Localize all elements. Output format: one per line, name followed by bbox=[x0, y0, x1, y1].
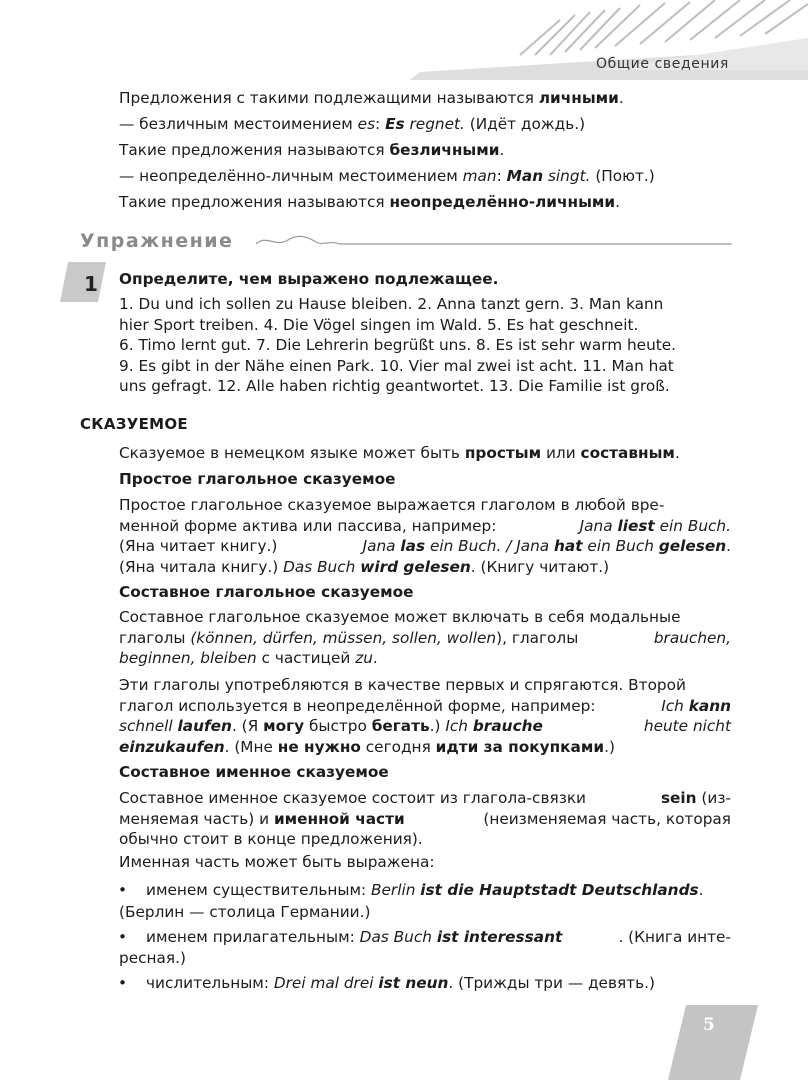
intro-line-3: Такие предложения называются безличными. bbox=[119, 141, 505, 159]
exercise-heading-rule bbox=[254, 230, 734, 250]
exercise-number: 1 bbox=[84, 272, 98, 296]
bullet-2-line-1: именем прилагательным: Das Buch ist interessant . (Книга инте- bbox=[146, 928, 731, 946]
compound-verbal-text-2: Эти глаголы употребляются в качестве первых и спрягаются. Второй глагол используется в неопределённой форме, например: Ich kann schnell laufen. (Я могу быстро бегать.) Ich brauche heute nicht einzukaufen . (Мне не нужно сегодня идти за покупками .) bbox=[119, 676, 731, 756]
exercise-task: Определите, чем выражено подлежащее. bbox=[119, 270, 499, 288]
section-title: СКАЗУЕМОЕ bbox=[80, 415, 188, 433]
bullet-dot-icon: • bbox=[118, 928, 128, 946]
bullet-1-line-1: именем существительным: Berlin ist die Hauptstadt Deutschlands. bbox=[146, 881, 704, 899]
page-number: 5 bbox=[703, 1015, 715, 1035]
bullet-dot-icon: • bbox=[118, 974, 128, 992]
intro-line-1: Предложения с такими подлежащими называются личными. bbox=[119, 89, 624, 107]
nominal-part-intro: Именная часть может быть выражена: bbox=[119, 853, 435, 871]
bullet-2-line-2: ресная.) bbox=[119, 949, 186, 967]
exercise-line: 9. Es gibt in der Nähe einen Park. 10. Vier mal zwei ist acht. 11. Man hat bbox=[119, 356, 674, 375]
compound-nominal-text: Составное именное сказуемое состоит из глагола-связки sein (из- меняемая часть) и именной части (неизменяемая часть, которая обычно стоит в конце предложения). bbox=[119, 789, 731, 848]
simple-predicate-title: Простое глагольное сказуемое bbox=[119, 470, 396, 488]
exercise-line: 1. Du und ich sollen zu Hause bleiben. 2. Anna tanzt gern. 3. Man kann bbox=[119, 295, 664, 313]
bullet-1-line-2: (Берлин — столица Германии.) bbox=[119, 903, 371, 921]
exercise-line: 6. Timo lernt gut. 7. Die Lehrerin begrüßt uns. 8. Es ist sehr warm heute. bbox=[119, 336, 677, 354]
exercise-label: Упражнение bbox=[80, 230, 234, 252]
exercise-line: hier Sport treiben. 4. Die Vögel singen im Wald. 5. Es hat geschneit. bbox=[119, 315, 639, 334]
predicate-intro: Сказуемое в немецком языке может быть простым или составным. bbox=[119, 444, 680, 462]
simple-predicate-text: Простое глагольное сказуемое выражается глаголом в любой вре- менной форме актива или пассива, например: Jana liest ein Buch. (Яна читает книгу.) Jana las ein Buch. / Jana hat ein Buch gelesen. (Яна читала книгу.) Das Buch wird gelesen . (Книгу читают.) bbox=[119, 496, 731, 576]
compound-verbal-title: Составное глагольное сказуемое bbox=[119, 583, 414, 601]
intro-line-5: Такие предложения называются неопределённо-личными. bbox=[119, 193, 621, 211]
compound-nominal-title: Составное именное сказуемое bbox=[119, 763, 389, 781]
intro-line-4: — неопределённо-личным местоимением man: Man singt. (Поют.) bbox=[119, 167, 655, 185]
bullet-dot-icon: • bbox=[118, 881, 128, 899]
running-title: Общие сведения bbox=[596, 56, 729, 72]
intro-line-2: — безличным местоимением es: Es regnet. (Идёт дождь.) bbox=[119, 115, 586, 133]
bullet-3-line-1: числительным: Drei mal drei ist neun. (Трижды три — девять.) bbox=[146, 974, 655, 992]
exercise-sentences bbox=[119, 294, 731, 397]
exercise-line: uns gefragt. 12. Alle haben richtig geantwortet. 13. Die Familie ist groß. bbox=[119, 377, 670, 395]
compound-verbal-text: Составное глагольное сказуемое может включать в себя модальные глаголы (können, dürfen, müssen, sollen, wollen), глаголы brauchen, beginnen, bleiben с частицей zu . bbox=[119, 608, 731, 667]
